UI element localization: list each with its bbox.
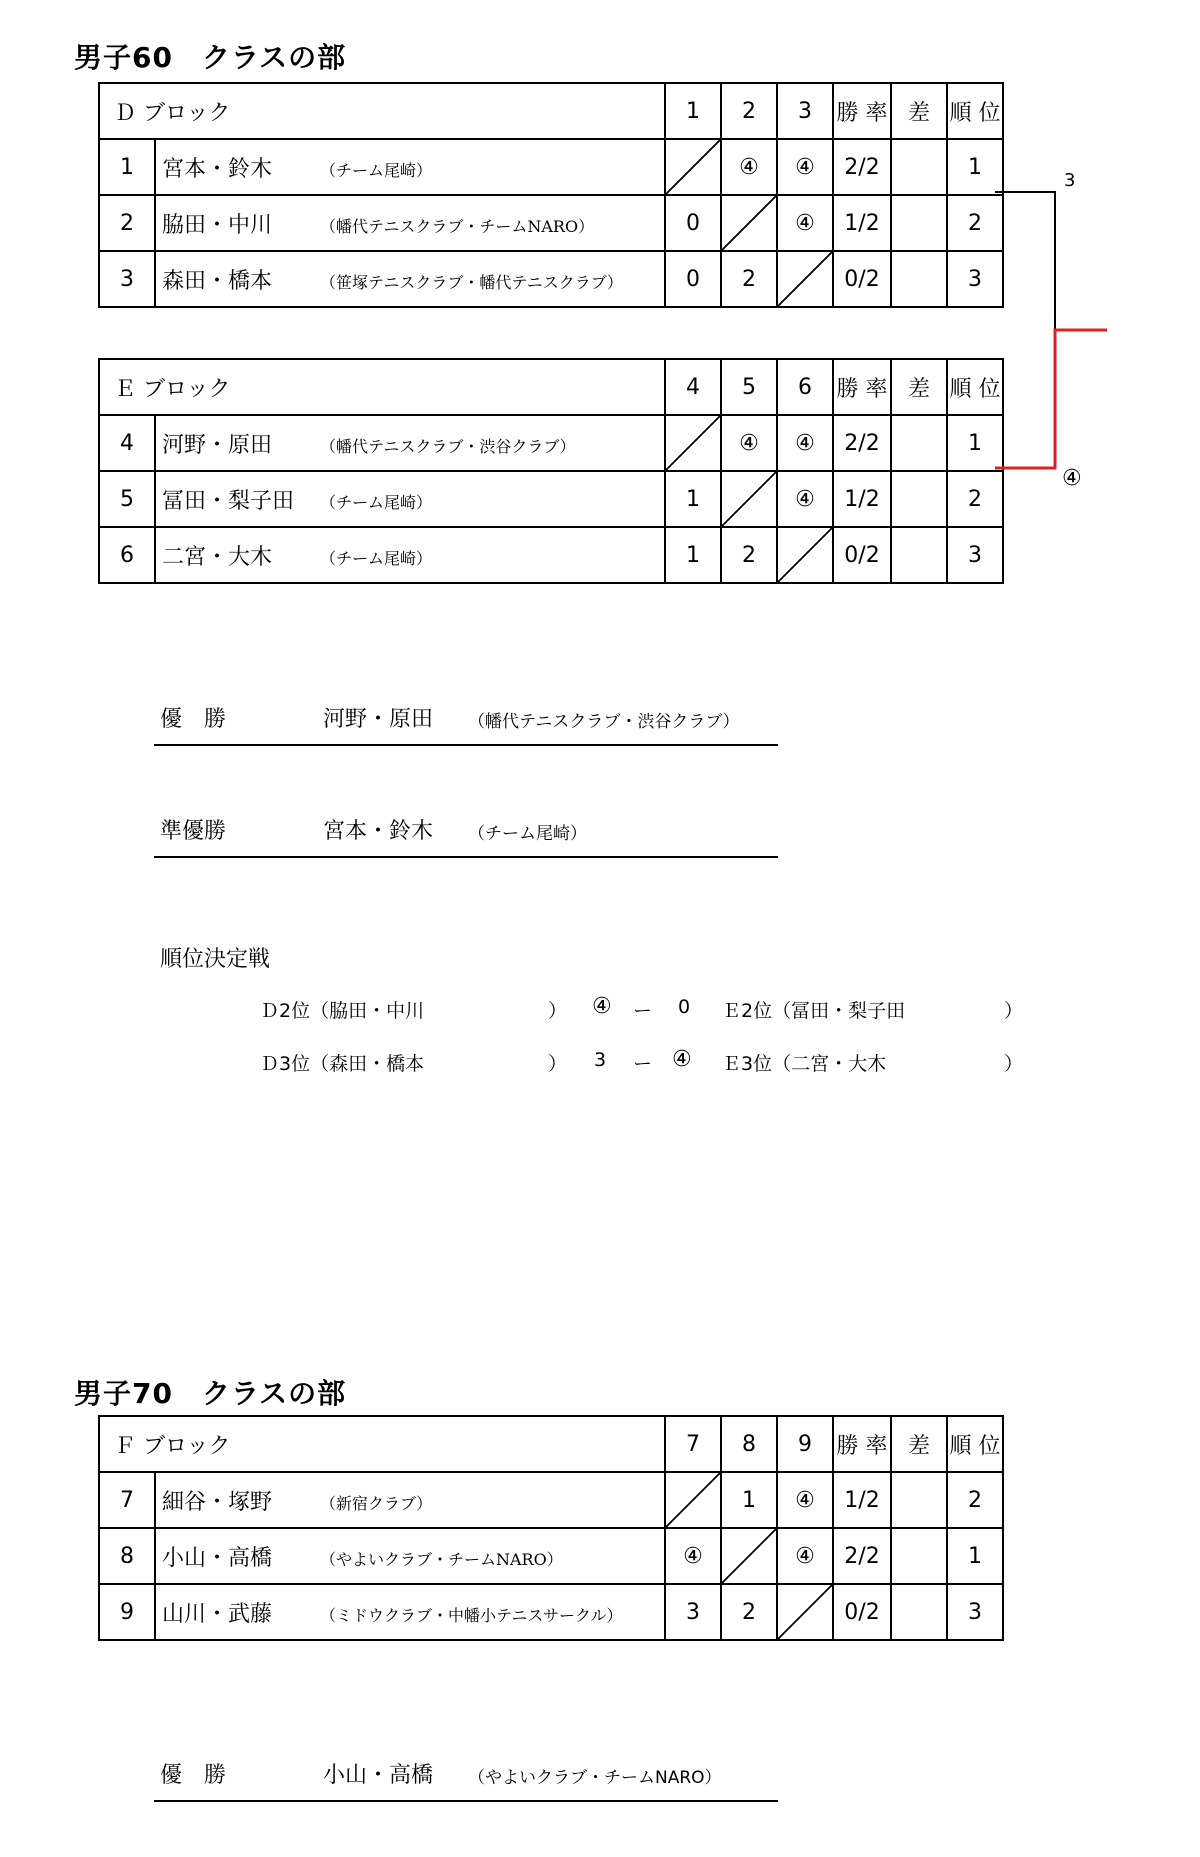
- final-bracket: [995, 180, 1115, 480]
- score-cell: 3: [665, 1584, 721, 1640]
- score-cell: ④: [721, 139, 777, 195]
- block-f-table: [98, 1415, 1004, 1641]
- champion-70-label: 優 勝: [160, 1763, 227, 1788]
- entry-names: [155, 251, 665, 307]
- placement-title: 順位決定戦: [160, 947, 271, 972]
- diff-cell: [891, 195, 947, 251]
- player-names: 宮本・鈴木: [162, 156, 273, 182]
- diff-header: 差: [891, 83, 947, 139]
- pm1-left-score: ④: [592, 994, 612, 1019]
- entry-number: 8: [99, 1528, 155, 1584]
- diagonal-cell: [721, 195, 777, 251]
- diagonal-cell: [665, 415, 721, 471]
- diff-cell: [891, 1584, 947, 1640]
- table-row: [99, 415, 1003, 471]
- table-row: [99, 527, 1003, 583]
- rank-cell: 2: [947, 471, 1003, 527]
- pm2-left: Ｄ3位（森田・橋本: [260, 1053, 425, 1075]
- runner-up-names: 宮本・鈴木: [323, 819, 434, 844]
- rank-header: 順 位: [947, 1416, 1003, 1472]
- champion-names: 河野・原田: [323, 707, 434, 732]
- entry-names: [155, 1528, 665, 1584]
- col-header: 2: [721, 83, 777, 139]
- diagonal-cell: [777, 251, 833, 307]
- win-rate-cell: 0/2: [833, 527, 891, 583]
- entry-names: [155, 415, 665, 471]
- win-rate-cell: 0/2: [833, 1584, 891, 1640]
- diff-header: 差: [891, 1416, 947, 1472]
- pm1-right-score: 0: [678, 996, 691, 1018]
- pm2-left-close: ）: [548, 1053, 568, 1075]
- win-rate-cell: 1/2: [833, 195, 891, 251]
- table-row: [99, 139, 1003, 195]
- champion-70-underline: [154, 1800, 778, 1802]
- col-header: 8: [721, 1416, 777, 1472]
- player-names: 冨田・梨子田: [162, 488, 295, 514]
- entry-number: 4: [99, 415, 155, 471]
- pm2-dash: ー: [633, 1053, 653, 1075]
- score-cell: ④: [777, 1472, 833, 1528]
- score-cell: 0: [665, 195, 721, 251]
- rank-cell: 3: [947, 1584, 1003, 1640]
- diff-cell: [891, 415, 947, 471]
- win-rate-cell: 2/2: [833, 139, 891, 195]
- champion-70-names: 小山・高橋: [323, 1763, 434, 1788]
- score-cell: ④: [777, 139, 833, 195]
- diff-cell: [891, 251, 947, 307]
- score-cell: 1: [721, 1472, 777, 1528]
- table-row: [99, 195, 1003, 251]
- runner-up-underline: [154, 856, 778, 858]
- diff-cell: [891, 1472, 947, 1528]
- rank-cell: 3: [947, 251, 1003, 307]
- win-rate-cell: 0/2: [833, 251, 891, 307]
- entry-names: [155, 195, 665, 251]
- rank-header: 順 位: [947, 359, 1003, 415]
- rank-cell: 1: [947, 415, 1003, 471]
- pm1-left: Ｄ2位（脇田・中川: [260, 1000, 425, 1022]
- table-row: [99, 1528, 1003, 1584]
- rank-header: 順 位: [947, 83, 1003, 139]
- col-header: 9: [777, 1416, 833, 1472]
- club-name: （やよいクラブ・チームNARO）: [320, 1549, 563, 1569]
- final-score-top: 3: [1064, 170, 1076, 191]
- score-cell: 1: [665, 527, 721, 583]
- table-header-row: [99, 1416, 1003, 1472]
- club-name: （幡代テニスクラブ・渋谷クラブ）: [320, 436, 576, 456]
- win-rate-header: 勝 率: [833, 1416, 891, 1472]
- col-header: 4: [665, 359, 721, 415]
- score-cell: ④: [721, 415, 777, 471]
- club-name: （ミドウクラブ・中幡小テニスサークル）: [320, 1605, 623, 1625]
- final-score-bottom: ④: [1062, 466, 1082, 491]
- col-header: 5: [721, 359, 777, 415]
- club-name: （笹塚テニスクラブ・幡代テニスクラブ）: [320, 272, 623, 292]
- diagonal-cell: [665, 1472, 721, 1528]
- diff-cell: [891, 139, 947, 195]
- player-names: 小山・高橋: [162, 1545, 273, 1571]
- bracket-line-winner: [995, 330, 1107, 468]
- win-rate-cell: 1/2: [833, 471, 891, 527]
- col-header: 6: [777, 359, 833, 415]
- player-names: 河野・原田: [162, 432, 273, 458]
- rank-cell: 2: [947, 195, 1003, 251]
- player-names: 脇田・中川: [162, 212, 273, 238]
- table-row: [99, 251, 1003, 307]
- win-rate-cell: 1/2: [833, 1472, 891, 1528]
- block-name: Ｄ ブロック: [99, 83, 665, 139]
- score-cell: ④: [777, 415, 833, 471]
- rank-cell: 1: [947, 139, 1003, 195]
- table-row: [99, 1472, 1003, 1528]
- player-names: 山川・武藤: [162, 1601, 273, 1627]
- entry-number: 6: [99, 527, 155, 583]
- score-cell: 2: [721, 251, 777, 307]
- pm2-right: Ｅ3位（二宮・大木: [722, 1053, 887, 1075]
- player-names: 細谷・塚野: [162, 1489, 273, 1515]
- score-cell: ④: [777, 471, 833, 527]
- entry-number: 7: [99, 1472, 155, 1528]
- champion-70-club: （やよいクラブ・チームNARO）: [468, 1768, 722, 1788]
- pm1-left-close: ）: [548, 1000, 568, 1022]
- entry-names: [155, 471, 665, 527]
- win-rate-header: 勝 率: [833, 83, 891, 139]
- col-header: 3: [777, 83, 833, 139]
- diff-cell: [891, 471, 947, 527]
- win-rate-header: 勝 率: [833, 359, 891, 415]
- champion-label: 優 勝: [160, 707, 227, 732]
- block-e-table: [98, 358, 1004, 584]
- diff-header: 差: [891, 359, 947, 415]
- player-names: 二宮・大木: [162, 544, 273, 570]
- club-name: （チーム尾崎）: [320, 492, 433, 512]
- entry-names: [155, 1584, 665, 1640]
- rank-cell: 1: [947, 1528, 1003, 1584]
- win-rate-cell: 2/2: [833, 415, 891, 471]
- section-title-70: 男子70 クラスの部: [74, 1377, 347, 1410]
- champion-underline: [154, 744, 778, 746]
- diagonal-cell: [777, 1584, 833, 1640]
- table-header-row: [99, 359, 1003, 415]
- entry-number: 3: [99, 251, 155, 307]
- entry-names: [155, 527, 665, 583]
- entry-names: [155, 139, 665, 195]
- entry-number: 1: [99, 139, 155, 195]
- table-row: [99, 471, 1003, 527]
- diagonal-cell: [777, 527, 833, 583]
- block-d-table: [98, 82, 1004, 308]
- score-cell: 0: [665, 251, 721, 307]
- club-name: （幡代テニスクラブ・チームNARO）: [320, 216, 595, 236]
- score-cell: 2: [721, 527, 777, 583]
- diagonal-cell: [665, 139, 721, 195]
- pm2-right-score: ④: [672, 1047, 692, 1072]
- entry-number: 2: [99, 195, 155, 251]
- champion-club: （幡代テニスクラブ・渋谷クラブ）: [468, 712, 740, 732]
- pm2-right-close: ）: [1004, 1053, 1024, 1075]
- score-cell: 2: [721, 1584, 777, 1640]
- block-name: Ｅ ブロック: [99, 359, 665, 415]
- entry-number: 9: [99, 1584, 155, 1640]
- entry-number: 5: [99, 471, 155, 527]
- runner-up-label: 準優勝: [160, 819, 227, 844]
- club-name: （チーム尾崎）: [320, 548, 433, 568]
- block-name: Ｆ ブロック: [99, 1416, 665, 1472]
- table-row: [99, 1584, 1003, 1640]
- player-names: 森田・橋本: [162, 268, 273, 294]
- runner-up-club: （チーム尾崎）: [468, 824, 587, 844]
- club-name: （チーム尾崎）: [320, 160, 433, 180]
- win-rate-cell: 2/2: [833, 1528, 891, 1584]
- table-header-row: [99, 83, 1003, 139]
- pm1-right: Ｅ2位（冨田・梨子田: [722, 1000, 906, 1022]
- bracket-line-d: [995, 192, 1055, 330]
- rank-cell: 3: [947, 527, 1003, 583]
- diff-cell: [891, 527, 947, 583]
- col-header: 7: [665, 1416, 721, 1472]
- pm1-dash: ー: [633, 1000, 653, 1022]
- col-header: 1: [665, 83, 721, 139]
- section-title-60: 男子60 クラスの部: [74, 41, 347, 74]
- pm2-left-score: 3: [594, 1049, 607, 1071]
- score-cell: ④: [777, 1528, 833, 1584]
- club-name: （新宿クラブ）: [320, 1493, 433, 1513]
- pm1-right-close: ）: [1004, 1000, 1024, 1022]
- score-cell: ④: [665, 1528, 721, 1584]
- diagonal-cell: [721, 471, 777, 527]
- diff-cell: [891, 1528, 947, 1584]
- score-cell: ④: [777, 195, 833, 251]
- score-cell: 1: [665, 471, 721, 527]
- diagonal-cell: [721, 1528, 777, 1584]
- rank-cell: 2: [947, 1472, 1003, 1528]
- entry-names: [155, 1472, 665, 1528]
